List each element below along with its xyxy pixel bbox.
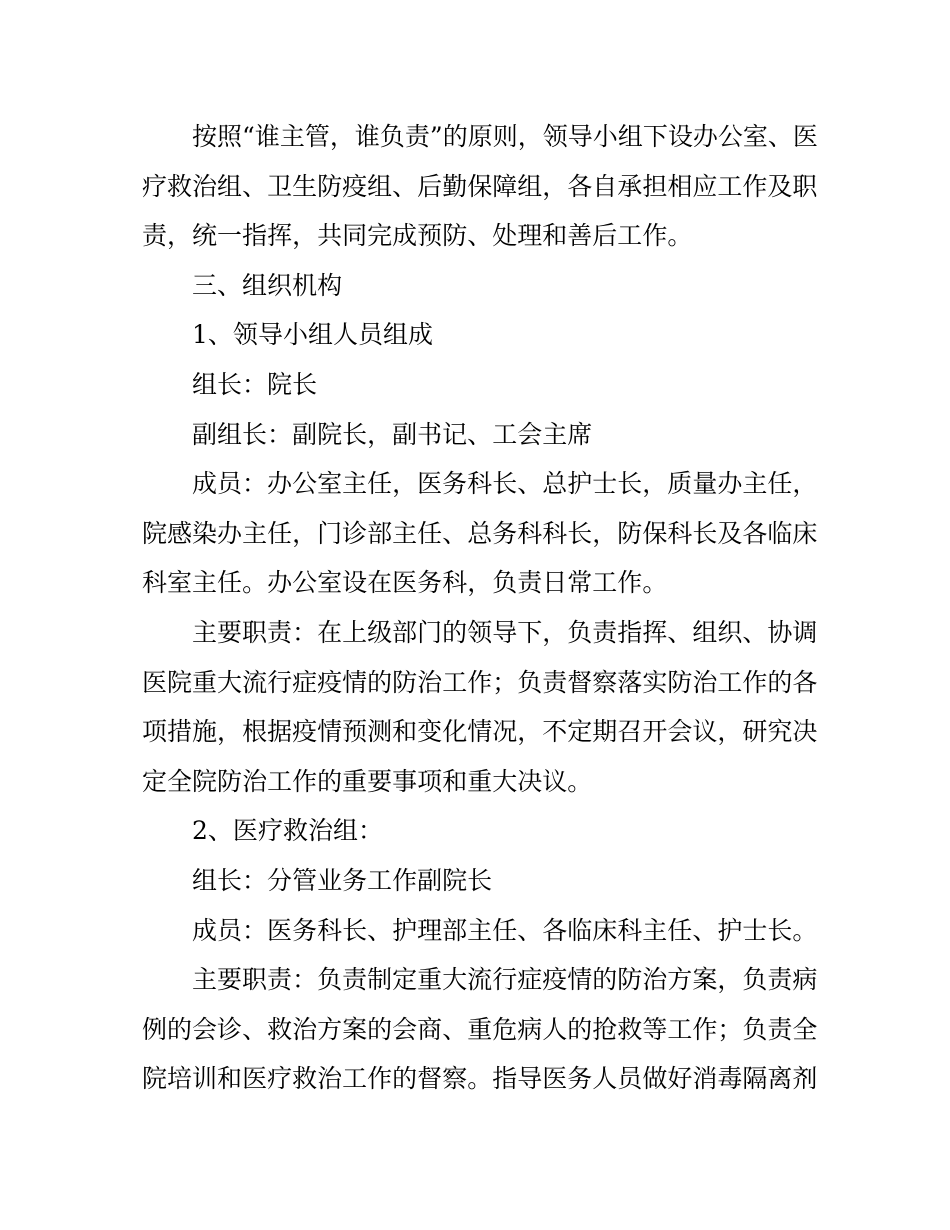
paragraph-line: 例 的 会 诊 、 救 治 方 案 的 会 商 、 重 危 病 人 的 抢 救 等 工 作 ； 负 责 全 bbox=[142, 1014, 818, 1044]
paragraph-line: 定 全 院 防 治 工 作 的 重 要 事 项 和 重 大 决 议 。 bbox=[142, 766, 593, 796]
paragraph-line: 责 ， 统 一 指 挥 ， 共 同 完 成 预 防 、 处 理 和 善 后 工 作 。 bbox=[142, 221, 693, 251]
paragraph-line: 组 长 ： 院 长 bbox=[192, 369, 318, 399]
paragraph-line: 疗 救 治 组 、 卫 生 防 疫 组 、 后 勤 保 障 组 ， 各 自 承 担 相 应 工 作 及 职 bbox=[142, 171, 818, 201]
paragraph-line: 院 培 训 和 医 疗 救 治 工 作 的 督 察 。 指 导 医 务 人 员 做 好 消 毒 隔 离 剂 bbox=[142, 1064, 818, 1094]
paragraph-line: 院 感 染 办 主 任 ， 门 诊 部 主 任 、 总 务 科 科 长 ， 防 保 科 长 及 各 临 床 bbox=[142, 518, 818, 548]
paragraph-line: 成 员 ： 办 公 室 主 任 ， 医 务 科 长 、 总 护 士 长 ， 质 量 办 主 任 ， bbox=[192, 469, 818, 499]
paragraph-line: 主 要 职 责 ： 在 上 级 部 门 的 领 导 下 ， 负 责 指 挥 、 组 织 、 协 调 bbox=[192, 617, 818, 647]
paragraph-line: 副 组 长 ： 副 院 长 ， 副 书 记 、 工 会 主 席 bbox=[192, 419, 593, 449]
subsection-heading: 2 、 医 疗 救 治 组 ： bbox=[192, 816, 384, 846]
document-body bbox=[142, 112, 818, 1104]
subsection-heading: 1 、 领 导 小 组 人 员 组 成 bbox=[192, 320, 434, 350]
paragraph-line: 主 要 职 责 ： 负 责 制 定 重 大 流 行 症 疫 情 的 防 治 方 案 ， 负 责 病 bbox=[192, 965, 818, 995]
paragraph-line: 按 照 “ 谁 主 管 ， 谁 负 责 ” 的 原 则 ， 领 导 小 组 下 设 办 公 室 、 医 bbox=[192, 122, 818, 151]
paragraph-line: 项 措 施 ， 根 据 疫 情 预 测 和 变 化 情 况 ， 不 定 期 召 开 会 议 ， 研 究 决 bbox=[142, 717, 818, 747]
paragraph-line: 组 长 ： 分 管 业 务 工 作 副 院 长 bbox=[192, 865, 493, 895]
paragraph-line: 成 员 ： 医 务 科 长 、 护 理 部 主 任 、 各 临 床 科 主 任 、 护 士 长 。 bbox=[192, 915, 818, 945]
paragraph-line: 科 室 主 任 。 办 公 室 设 在 医 务 科 ， 负 责 日 常 工 作 。 bbox=[142, 568, 668, 598]
section-heading: 三 、 组 织 机 构 bbox=[192, 270, 343, 300]
paragraph-line: 医 院 重 大 流 行 症 疫 情 的 防 治 工 作 ； 负 责 督 察 落 实 防 治 工 作 的 各 bbox=[142, 667, 818, 697]
